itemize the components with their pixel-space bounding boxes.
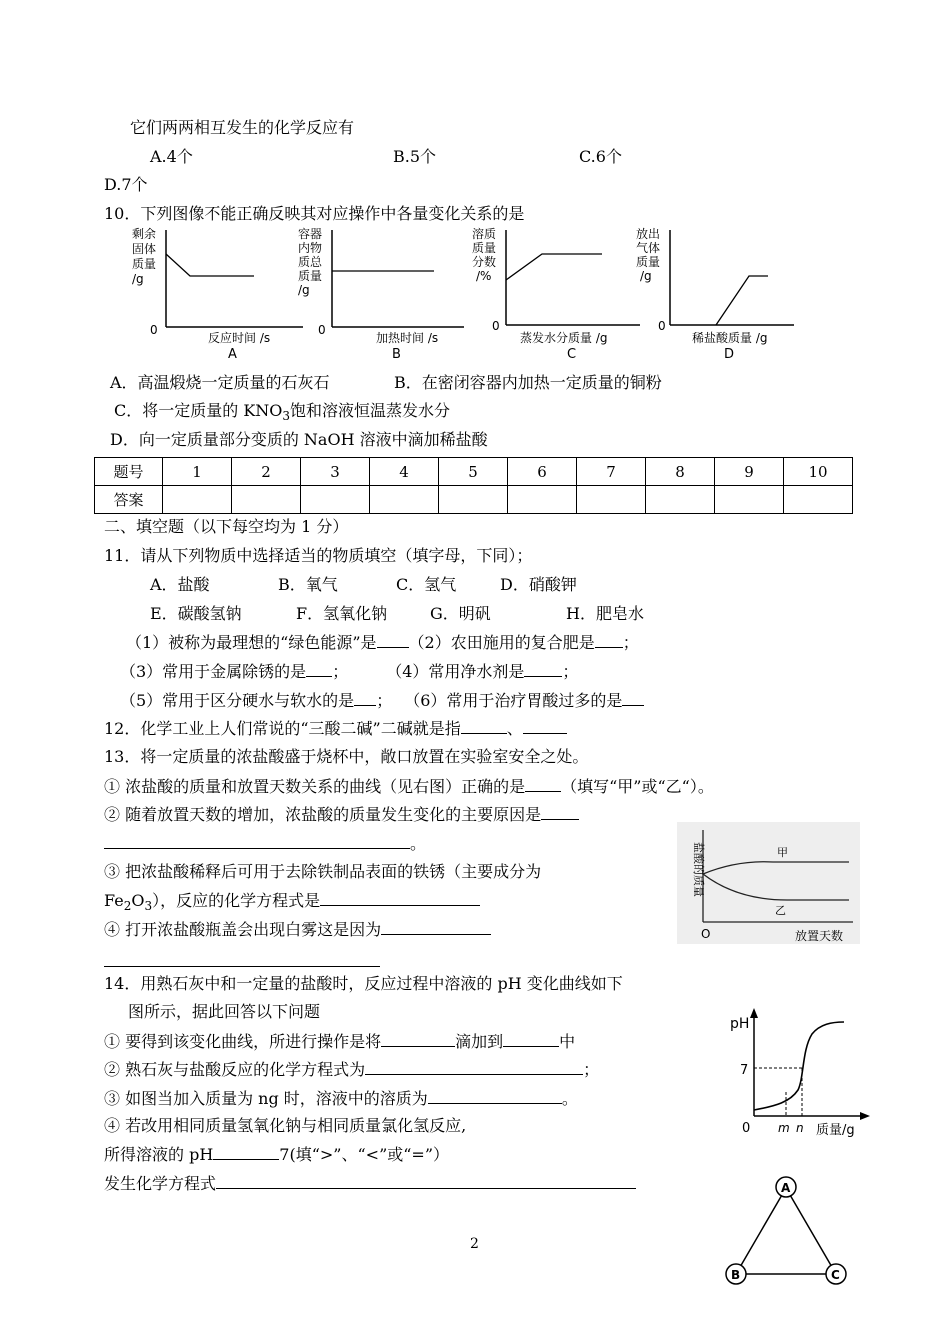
q13-line-3: ③ 把浓盐酸稀释后可用于去除铁制品表面的铁锈（主要成分为 bbox=[104, 862, 542, 881]
q11-blank-3[interactable] bbox=[306, 660, 332, 677]
q14-line-1: ① 要得到该变化曲线，所进行操作是将 滴加到 中 bbox=[104, 1032, 576, 1051]
q14-blank-1[interactable] bbox=[381, 1030, 455, 1047]
graph-c-ylabel-2: 分数 bbox=[472, 255, 497, 269]
graph-a-ylabel-2: 质量 bbox=[132, 257, 157, 271]
graph-a-ylabel-3: /g bbox=[132, 272, 144, 286]
graph-c-letter: C bbox=[567, 347, 577, 362]
answer-table-row-label: 答案 bbox=[95, 486, 163, 514]
q11-choice: B．氧气 bbox=[278, 575, 338, 594]
graph-a-origin: 0 bbox=[150, 323, 158, 337]
graph-d-letter: D bbox=[724, 347, 735, 362]
q13-graph bbox=[677, 822, 860, 944]
q13-graph-origin: O bbox=[701, 927, 711, 941]
graph-d-origin: 0 bbox=[658, 319, 666, 333]
q13-line-4b bbox=[104, 950, 380, 973]
q11-choice: E．碳酸氢钠 bbox=[150, 604, 242, 623]
q9-option-d: D.7个 bbox=[104, 175, 148, 194]
q14-line-5: 所得溶液的 pH 7(填“>”、“<”或“=”） bbox=[104, 1145, 450, 1164]
q14-graph-origin: 0 bbox=[742, 1121, 751, 1136]
graph-c-ylabel-3: /% bbox=[476, 269, 492, 283]
q14-graph-n: n bbox=[796, 1121, 804, 1135]
q13-blank-3[interactable] bbox=[320, 889, 480, 906]
graph-b-origin: 0 bbox=[318, 323, 326, 337]
q13-graph-xlabel: 放置天数 bbox=[795, 929, 844, 943]
q14-graph-tick-7: 7 bbox=[740, 1063, 749, 1078]
q14-blank-5[interactable] bbox=[213, 1143, 279, 1160]
graph-c-ylabel-0: 溶质 bbox=[472, 227, 497, 241]
q14-graph-xlabel: 质量/g bbox=[816, 1123, 855, 1138]
q11-line-3: （5）常用于区分硬水与软水的是 ； （6）常用于治疗胃酸过多的是 bbox=[120, 689, 644, 712]
q13-blank-4[interactable] bbox=[381, 918, 491, 935]
q14-line-2: ② 熟石灰与盐酸反应的化学方程式为 ； bbox=[104, 1060, 600, 1079]
q11-choice: G．明矾 bbox=[430, 604, 491, 623]
answer-table-number: 2 bbox=[232, 458, 301, 486]
answer-table-header-label: 题号 bbox=[95, 458, 163, 486]
graph-c-origin: 0 bbox=[492, 319, 500, 333]
q11-stem: 11．请从下列物质中选择适当的物质填空（填字母，下同）； bbox=[104, 546, 533, 565]
q11-blank-1[interactable] bbox=[377, 631, 409, 648]
graph-c-xlabel: 蒸发水分质量 /g bbox=[520, 331, 608, 345]
triangle-diagram bbox=[720, 1176, 860, 1288]
graph-d-ylabel-2: 质量 bbox=[636, 255, 661, 269]
answer-table-number: 1 bbox=[163, 458, 232, 486]
graph-d-ylabel-3: /g bbox=[640, 269, 652, 283]
section-2-heading: 二、填空题（以下每空均为 1 分） bbox=[104, 517, 349, 536]
answer-table-header-row bbox=[95, 458, 853, 486]
answer-table-number: 6 bbox=[508, 458, 577, 486]
graph-b-xlabel: 加热时间 /s bbox=[376, 331, 439, 345]
answer-cell[interactable] bbox=[784, 486, 853, 514]
answer-table-number: 9 bbox=[715, 458, 784, 486]
q11-choice: A．盐酸 bbox=[150, 575, 210, 594]
q11-choice: F．氢氧化钠 bbox=[296, 604, 388, 623]
q11-choice: D．硝酸钾 bbox=[500, 575, 577, 594]
q13-graph-curve-jia: 甲 bbox=[777, 846, 788, 859]
q13-graph-curve-yi: 乙 bbox=[775, 904, 786, 917]
q14-blank-3[interactable] bbox=[365, 1058, 583, 1075]
answer-cell[interactable] bbox=[163, 486, 232, 514]
graph-b-ylabel-2: 质总 bbox=[298, 255, 323, 269]
answer-table-number: 7 bbox=[577, 458, 646, 486]
graph-d bbox=[634, 224, 834, 364]
q11-line-1: （1）被称为最理想的“绿色能源”是 （2）农田施用的复合肥是 ； bbox=[126, 633, 639, 652]
q9-option-b: B.5个 bbox=[393, 147, 437, 166]
triangle-node-c: C bbox=[831, 1268, 840, 1282]
q11-blank-4[interactable] bbox=[524, 660, 562, 677]
answer-cell[interactable] bbox=[508, 486, 577, 514]
answer-cell[interactable] bbox=[646, 486, 715, 514]
q10-option-d: D．向一定质量部分变质的 NaOH 溶液中滴加稀盐酸 bbox=[110, 430, 488, 449]
graph-b-ylabel-3: 质量 bbox=[298, 269, 323, 283]
triangle-node-a: A bbox=[781, 1181, 791, 1195]
answer-table-number: 10 bbox=[784, 458, 853, 486]
q9-option-a: A.4个 bbox=[150, 147, 193, 166]
q11-choice: C．氢气 bbox=[396, 575, 457, 594]
q11-line-2: （3）常用于金属除锈的是 ； （4）常用净水剂是 ； bbox=[120, 662, 579, 681]
q11-choice: H．肥皂水 bbox=[566, 604, 644, 623]
answer-cell[interactable] bbox=[301, 486, 370, 514]
q14-blank-2[interactable] bbox=[503, 1030, 559, 1047]
q11-blank-6[interactable] bbox=[622, 689, 644, 706]
graph-b-ylabel-1: 内物 bbox=[298, 241, 323, 255]
q12-blank-1[interactable] bbox=[461, 717, 507, 734]
q13-line-3b: $Fe_2O_3$），反应的化学方程式是 bbox=[104, 889, 480, 917]
answer-table-number: 4 bbox=[370, 458, 439, 486]
answer-cell[interactable] bbox=[370, 486, 439, 514]
answer-cell[interactable] bbox=[439, 486, 508, 514]
q14-line-3: ③ 如图当加入质量为 ng 时，溶液中的溶质为 。 bbox=[104, 1089, 578, 1108]
q11-blank-2[interactable] bbox=[595, 631, 623, 648]
answer-table bbox=[94, 457, 853, 514]
graph-b bbox=[294, 224, 497, 364]
q9-option-c: C.6个 bbox=[579, 147, 622, 166]
q14-stem-2: 图所示，据此回答以下问题 bbox=[128, 1002, 321, 1021]
q14-line-4: ④ 若改用相同质量氢氧化钠与相同质量氯化氢反应, bbox=[104, 1116, 467, 1135]
graph-c-ylabel-1: 质量 bbox=[472, 241, 497, 255]
graph-b-letter: B bbox=[392, 347, 401, 362]
graph-a-ylabel-1: 固体 bbox=[132, 242, 157, 256]
triangle-node-b: B bbox=[731, 1268, 741, 1282]
q10-option-c: C．将一定质量的 $KNO_3$饱和溶液恒温蒸发水分 bbox=[114, 401, 451, 424]
q13-graph-ylabel: 盐酸的质量 bbox=[692, 842, 705, 897]
q14-blank-4[interactable] bbox=[428, 1087, 562, 1104]
q13-line-2: ② 随着放置天数的增加，浓盐酸的质量发生变化的主要原因是 bbox=[104, 803, 579, 826]
answer-cell[interactable] bbox=[715, 486, 784, 514]
graph-b-ylabel-0: 容器 bbox=[298, 227, 323, 241]
q14-graph-m: m bbox=[778, 1121, 790, 1135]
q12-blank-2[interactable] bbox=[523, 717, 567, 734]
graph-a-xlabel: 反应时间 /s bbox=[208, 331, 271, 345]
q14-line-6: 发生化学方程式 bbox=[104, 1172, 636, 1195]
graph-a-ylabel-0: 剩余 bbox=[132, 227, 157, 241]
q14-graph-ylabel: pH bbox=[730, 1016, 750, 1032]
q9-stem: 它们两两相互发生的化学反应有 bbox=[130, 118, 355, 137]
q14-stem: 14．用熟石灰中和一定量的盐酸时，反应过程中溶液的 pH 变化曲线如下 bbox=[104, 974, 623, 993]
q10-option-b: B．在密闭容器内加热一定质量的铜粉 bbox=[394, 373, 662, 392]
graph-d-ylabel-0: 放出 bbox=[636, 227, 661, 241]
q14-ph-graph bbox=[728, 1006, 878, 1146]
q10-stem: 10．下列图像不能正确反映其对应操作中各量变化关系的是 bbox=[104, 204, 525, 223]
q13-line-2b: 。 bbox=[104, 832, 426, 855]
answer-table-answer-row bbox=[95, 486, 853, 514]
q14-blank-6[interactable] bbox=[216, 1172, 636, 1189]
graph-a-letter: A bbox=[228, 347, 237, 362]
q13-blank-2-cont[interactable] bbox=[104, 832, 410, 849]
graph-d-xlabel: 稀盐酸质量 /g bbox=[692, 331, 768, 345]
graph-b-ylabel-4: /g bbox=[298, 283, 310, 297]
answer-table-number: 3 bbox=[301, 458, 370, 486]
q13-stem: 13．将一定质量的浓盐酸盛于烧杯中，敞口放置在实验室安全之处。 bbox=[104, 747, 589, 766]
q13-line-1: ① 浓盐酸的质量和放置天数关系的曲线（见右图）正确的是 （填写“甲”或“乙“）。 bbox=[104, 777, 714, 796]
q10-option-a: A．高温煅烧一定质量的石灰石 bbox=[110, 373, 330, 392]
q13-blank-1[interactable] bbox=[525, 775, 561, 792]
q13-blank-4-cont[interactable] bbox=[104, 950, 380, 967]
answer-cell[interactable] bbox=[577, 486, 646, 514]
q13-blank-2[interactable] bbox=[541, 803, 579, 820]
q13-line-4: ④ 打开浓盐酸瓶盖会出现白雾这是因为 bbox=[104, 918, 491, 941]
graph-d-ylabel-1: 气体 bbox=[636, 241, 661, 255]
answer-table-number: 8 bbox=[646, 458, 715, 486]
page-number: 2 bbox=[470, 1236, 479, 1252]
answer-table-number: 5 bbox=[439, 458, 508, 486]
q11-blank-5[interactable] bbox=[354, 689, 376, 706]
q12-line: 12．化学工业上人们常说的“三酸二碱”二碱就是指 、 bbox=[104, 717, 567, 740]
answer-cell[interactable] bbox=[232, 486, 301, 514]
